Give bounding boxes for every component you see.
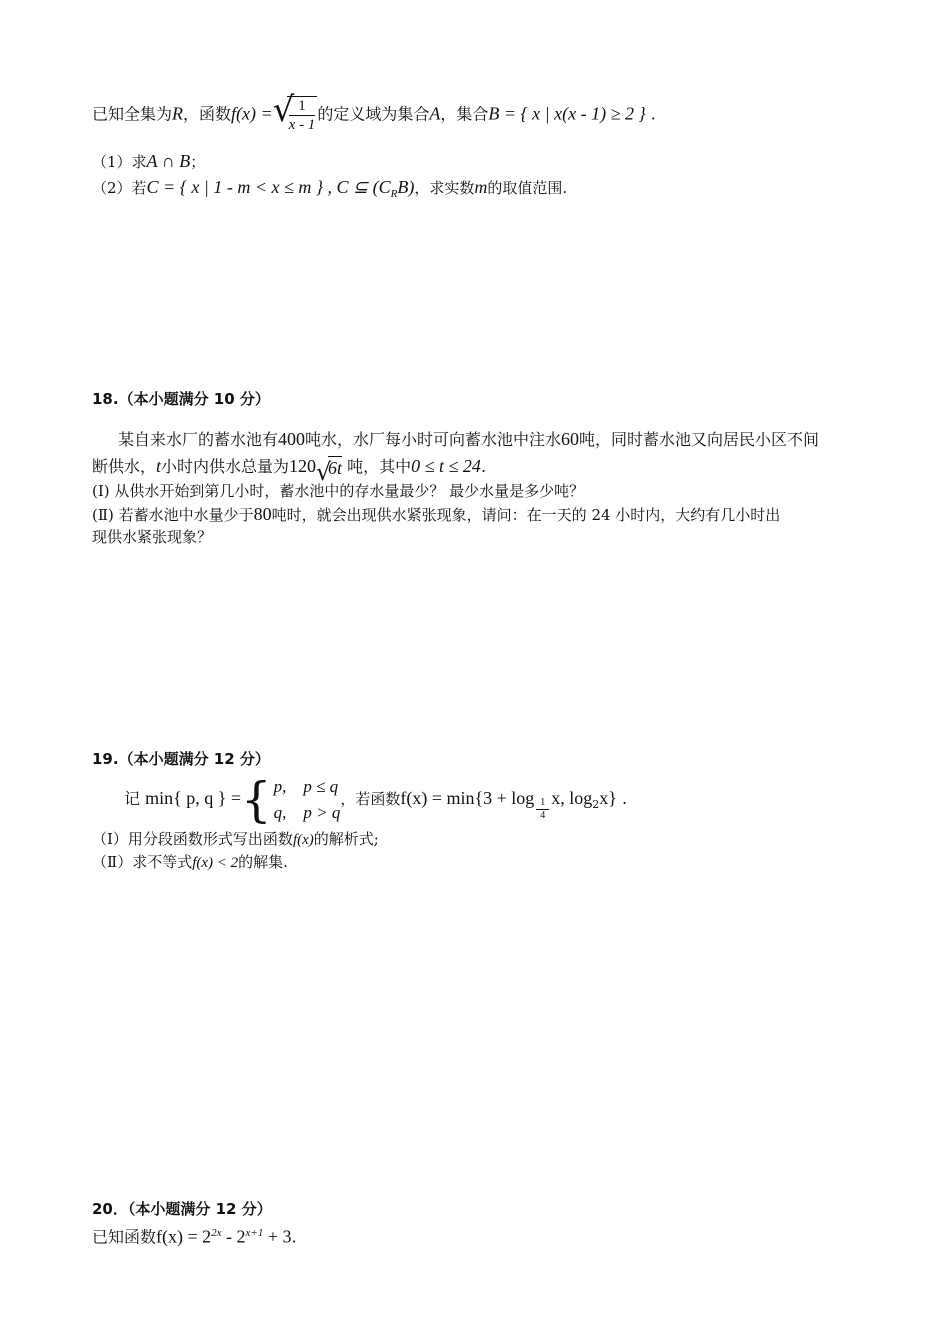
q18-p2a: 断供水，: [92, 457, 157, 476]
q17-universal-set: R: [172, 103, 184, 124]
q18-p2c: 吨，其中: [347, 457, 412, 476]
q17-part2: [92, 176, 567, 205]
q19-part1: [92, 828, 379, 851]
q20-stem: [92, 1222, 297, 1248]
q17-text-b: ，函数: [183, 104, 232, 124]
q17-part1-label: （1）求: [92, 153, 147, 171]
q19-pt1a: （Ⅰ）用分段函数形式写出函数: [92, 830, 293, 848]
q18-range: 0 ≤ t ≤ 24: [411, 456, 481, 476]
q17-text: 已知全集为: [92, 104, 173, 124]
q18-p2end: .: [480, 457, 487, 476]
q19-min-lhs: min{ p, q } =: [145, 788, 242, 808]
q18-t: t: [156, 456, 162, 476]
q19-pt2-math: f(x) < 2: [192, 855, 239, 871]
left-brace-icon: {: [241, 771, 272, 828]
q19-ruo: ，若函数: [340, 790, 401, 808]
q19-case1-val: p,: [273, 776, 287, 796]
q20-exp1: 2x: [211, 1227, 222, 1239]
q20-tail: + 3: [263, 1226, 292, 1247]
q17-part2-sub: R: [390, 188, 398, 200]
q19-log-base: [536, 797, 549, 822]
q17-part1-end: ；: [190, 153, 206, 171]
q19-ji: 记: [124, 789, 141, 808]
q18-400: 400: [278, 429, 306, 449]
q19-case1-cond: p ≤ q: [303, 776, 339, 796]
q17-part1-math: A ∩ B: [146, 151, 191, 171]
q19-pt2a: （Ⅱ）求不等式: [92, 853, 193, 871]
q17-frac-den: x - 1: [288, 117, 316, 133]
q19-fx-c: x}: [599, 788, 617, 808]
q19-log-base-num: 1: [536, 797, 549, 810]
q17-sqrt: √ $\frac{1}{x - 1}$: [272, 90, 316, 133]
q18-part2-cont: 现供水紧张现象？: [92, 528, 213, 546]
q18-pt2a: (Ⅱ) 若蓄水池中水量少于: [92, 506, 254, 524]
q19-fx-end: .: [622, 789, 628, 808]
q18-p2b: 小时内供水总量为: [161, 457, 290, 476]
q19-pt2b: 的解集.: [238, 853, 288, 871]
q20-fx: f(x) = 2: [156, 1226, 212, 1247]
q18-sqrt: √ 6t: [316, 457, 343, 486]
q19-case2-val: q,: [273, 802, 287, 822]
q18-60: 60: [561, 429, 580, 449]
q19-pt1b: 的解析式;: [313, 830, 379, 848]
q20-end: .: [291, 1227, 297, 1247]
q17-part2-end: 的取值范围.: [487, 179, 568, 197]
q19-definition: [124, 771, 628, 828]
q17-part2-m: m: [474, 177, 488, 197]
q18-p1b: 吨水，水厂每小时可向蓄水池中注水: [305, 430, 562, 449]
q19-part2: [92, 851, 288, 874]
q17-frac-num: 1: [289, 97, 316, 116]
q19-fx-b: x, log: [551, 788, 593, 808]
q17-part2-label: （2）若: [92, 179, 147, 197]
q17-set-b: B = { x | x(x - 1) ≥ 2 }: [488, 103, 646, 124]
q18-part1: (Ⅰ) 从供水开始到第几小时，蓄水池中的存水量最少？ 最少水量是多少吨？: [92, 482, 585, 500]
q18-part2: [92, 503, 780, 526]
q19-log2-base: 2: [592, 798, 600, 812]
q19-log-base-den: 4: [540, 810, 546, 821]
q17-text-d: ，集合: [440, 104, 489, 124]
q19-heading: 19.（本小题满分 12 分）: [92, 750, 270, 768]
q18-para1: [118, 428, 819, 451]
q17-set-a: A: [429, 103, 441, 124]
q17-period: .: [650, 104, 656, 124]
q17-part1: [92, 150, 205, 173]
q20-mid: - 2: [221, 1226, 246, 1247]
q17-part2-math-end: B): [397, 177, 415, 197]
q19-case2-cond: p > q: [303, 802, 341, 822]
q18-80: 80: [253, 504, 272, 524]
q18-p1c: 吨，同时蓄水池又向居民小区不间: [579, 430, 820, 449]
q19-fx-a: f(x) = min{3 + log: [400, 788, 535, 808]
q17-stem: [92, 90, 656, 134]
q18-para2: [92, 455, 487, 486]
q18-120: 120: [289, 456, 317, 476]
q17-function: f(x) =: [231, 103, 273, 124]
q17-part2-math: C = { x | 1 - m < x ≤ m } , C ⊆ (C: [146, 177, 391, 197]
q18-pt2b: 吨时，就会出现供水紧张现象，请问：在一天的 24 小时内，大约有几小时出: [271, 506, 781, 524]
q19-cases: [274, 774, 341, 826]
q20-exp2: x+1: [245, 1227, 264, 1239]
q17-text-c: 的定义域为集合: [317, 104, 430, 124]
q20-text: 已知函数: [92, 1227, 157, 1247]
q18-sqrt-body: 6t: [328, 457, 343, 478]
q19-pt1-math: f(x): [292, 832, 314, 848]
q20-heading: 20．（本小题满分 12 分）: [92, 1200, 272, 1218]
q18-p1a: 某自来水厂的蓄水池有: [118, 430, 279, 449]
q17-part2-text: ，求实数: [414, 179, 475, 197]
q18-heading: 18.（本小题满分 10 分）: [92, 390, 270, 408]
